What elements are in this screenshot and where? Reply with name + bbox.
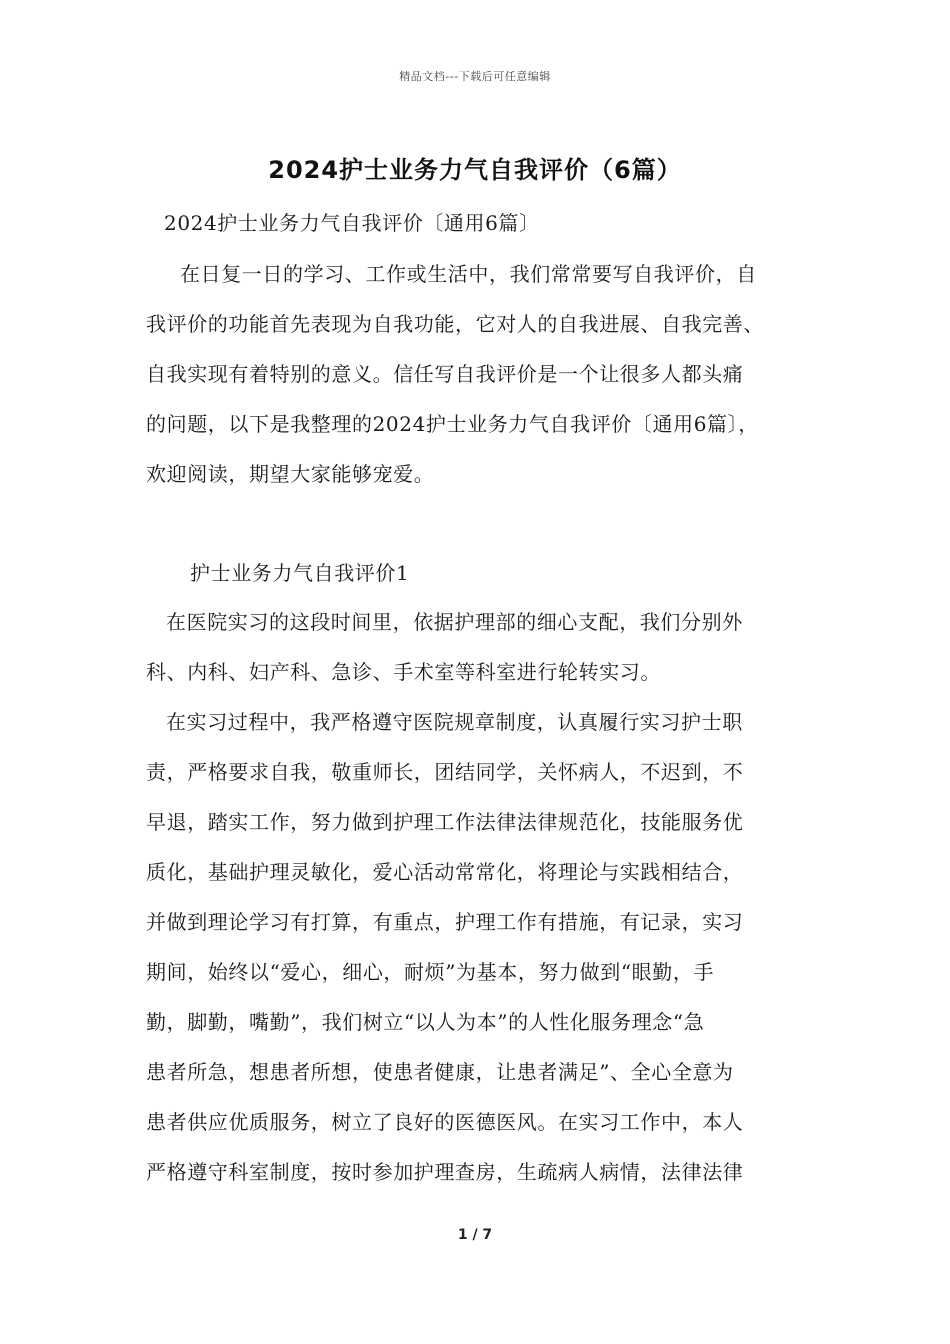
intro-line: 自我实现有着特别的意义。信任写自我评价是一个让很多人都头痛 bbox=[146, 362, 744, 386]
paragraph-line: 在实习过程中，我严格遵守医院规章制度，认真履行实习护士职 bbox=[166, 710, 743, 734]
paragraph-line: 责，严格要求自我，敬重师长，团结同学，关怀病人，不迟到，不 bbox=[146, 760, 744, 784]
document-title: 2024护士业务力气自我评价（6篇） bbox=[268, 156, 682, 184]
paragraph-line: 质化，基础护理灵敏化，爱心活动常常化，将理论与实践相结合， bbox=[146, 860, 744, 884]
page-number: 1 / 7 bbox=[457, 1227, 493, 1243]
section-heading: 护士业务力气自我评价1 bbox=[190, 561, 410, 585]
paragraph-line: 早退，踏实工作，努力做到护理工作法律法律规范化，技能服务优 bbox=[146, 810, 744, 834]
header-note: 精品文档---下载后可任意编辑 bbox=[399, 70, 551, 83]
paragraph-line: 严格遵守科室制度，按时参加护理查房，生疏病人病情，法律法律 bbox=[146, 1160, 744, 1184]
paragraph-line: 并做到理论学习有打算，有重点，护理工作有措施，有记录，实习 bbox=[146, 910, 744, 934]
intro-line: 我评价的功能首先表现为自我功能，它对人的自我进展、自我完善、 bbox=[146, 312, 764, 336]
paragraph-line: 患者所急，想患者所想，使患者健康，让患者满足”、全心全意为 bbox=[146, 1060, 734, 1084]
paragraph-line: 患者供应优质服务，树立了良好的医德医风。在实习工作中，本人 bbox=[146, 1110, 744, 1134]
intro-line: 欢迎阅读，期望大家能够宠爱。 bbox=[146, 462, 435, 486]
paragraph-line: 科、内科、妇产科、急诊、手术室等科室进行轮转实习。 bbox=[146, 660, 661, 684]
paragraph-line: 期间，始终以“爱心，细心，耐烦”为基本，努力做到“眼勤，手 bbox=[146, 960, 715, 984]
paragraph-line: 勤，脚勤，嘴勤”，我们树立“以人为本”的人性化服务理念“急 bbox=[146, 1010, 705, 1034]
intro-line: 的问题，以下是我整理的2024护士业务力气自我评价〔通用6篇〕， bbox=[146, 412, 759, 436]
paragraph-line: 在医院实习的这段时间里，依据护理部的细心支配，我们分别外 bbox=[166, 610, 743, 634]
document-subtitle: 2024护士业务力气自我评价〔通用6篇〕 bbox=[164, 211, 540, 235]
intro-line: 在日复一日的学习、工作或生活中，我们常常要写自我评价，自 bbox=[180, 262, 757, 286]
